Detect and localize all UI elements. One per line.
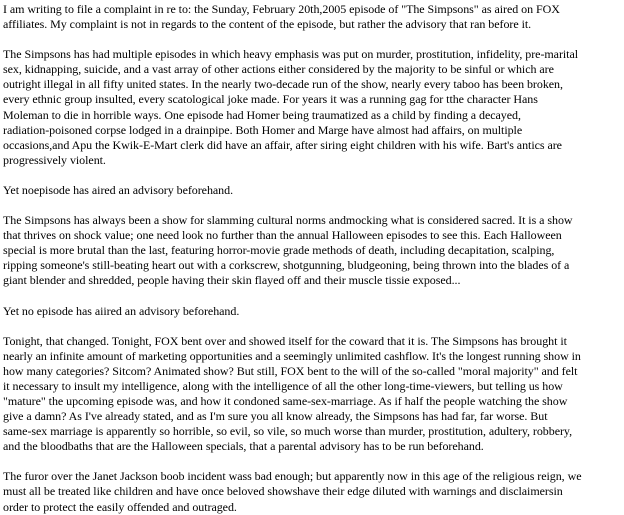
text-line: give a damn? As I've already stated, and as I'm sure you all know already, the Simpsons has had far, far worse. But [3, 409, 548, 424]
text-line: radiation-poisoned corpse lodged in a drainpipe. Both Homer and Marge have almost had affairs, on multiple [3, 122, 523, 137]
paragraph-intro [3, 2, 621, 32]
text-line: sex, kidnapping, suicide, and a vast array of other actions either considered by the majority to be sinful or which are [3, 62, 554, 77]
text-line: nearly an infinite amount of marketing opportunities and a seemingly unlimited cashflow. It's the longest running show in [3, 348, 581, 363]
paragraph-tonight [3, 334, 621, 455]
complaint-letter [3, 2, 621, 515]
text-line: The furor over the Janet Jackson boob incident wass bad enough; but apparently now in this age of the religious reign, we [3, 469, 582, 484]
text-line: and the bloodbaths that are the Halloween specials, that a parental advisory has to be run beforehand. [3, 439, 484, 454]
text-line: ripping someone's still-beating heart out with a corkscrew, shotgunning, bludgeoning, being thrown into the blades of a [3, 258, 570, 273]
paragraph-no-advisory-1 [3, 183, 621, 198]
paragraph-conclusion [3, 469, 621, 514]
paragraph-no-advisory-2 [3, 304, 621, 319]
text-line: "mature" the upcoming episode was, and how it condoned same-sex-marriage. As if half the people watching the show [3, 393, 568, 408]
text-line: Moleman to die in horrible ways. One episode had Homer being traumatized as a child by finding a decayed, [3, 107, 521, 122]
text-line: order to protect the easily offended and outraged. [3, 499, 237, 514]
text-line: Tonight, that changed. Tonight, FOX bent over and showed itself for the coward that it is. The Simpsons has brought it [3, 333, 567, 348]
text-line: how many categories? Sitcom? Animated show? But still, FOX bent to the will of the so-called "moral majority" and felt [3, 363, 578, 378]
text-line: Yet no episode has aiired an advisory beforehand. [3, 303, 240, 318]
paragraph-halloween [3, 213, 621, 288]
paragraph-history [3, 47, 621, 168]
text-line: giant blender and shredded, people having their skin flayed off and their muscle tissie exposed... [3, 273, 461, 288]
text-line: progressively violent. [3, 152, 106, 167]
text-line: Yet noepisode has aired an advisory beforehand. [3, 182, 234, 197]
text-line: outright illegal in all fifty united states. In the nearly two-decade run of the show, nearly every taboo has been broken, [3, 77, 563, 92]
text-line: must all be treated like children and have once beloved showshave their edge diluted with warnings and disclaimersin [3, 484, 563, 499]
text-line: The Simpsons has had multiple episodes in which heavy emphasis was put on murder, prostitution, infidelity, pre-marital [3, 47, 579, 62]
text-line: special is more brutal than the last, featuring horror-movie grade methods of death, including decapitation, scalping, [3, 243, 555, 258]
text-line: every ethnic group insulted, every scatological joke made. For years it was a running gag for tthe character Hans [3, 92, 538, 107]
text-line: it necessary to insult my intelligence, along with the intelligence of all the other long-time-viewers, but telling us how [3, 378, 563, 393]
text-line: that thrives on shock value; one need look no further than the annual Halloween episodes to see this. Each Halloween [3, 228, 562, 243]
text-line: The Simpsons has always been a show for slamming cultural norms andmocking what is considered sacred. It is a show [3, 213, 573, 228]
text-line: affiliates. My complaint is not in regards to the content of the episode, but rather the advisory that ran before it. [3, 17, 532, 32]
text-line: same-sex marriage is apparently so horrible, so evil, so vile, so much worse than murder, prostitution, adultery, robbery, [3, 424, 573, 439]
text-line: I am writing to file a complaint in re to: the Sunday, February 20th,2005 episode of "The Simpsons" as aired on FOX [3, 2, 560, 16]
text-line: occasions,and Apu the Kwik-E-Mart clerk did have an affair, after siring eight children with his wife. Bart's antics are [3, 137, 562, 152]
